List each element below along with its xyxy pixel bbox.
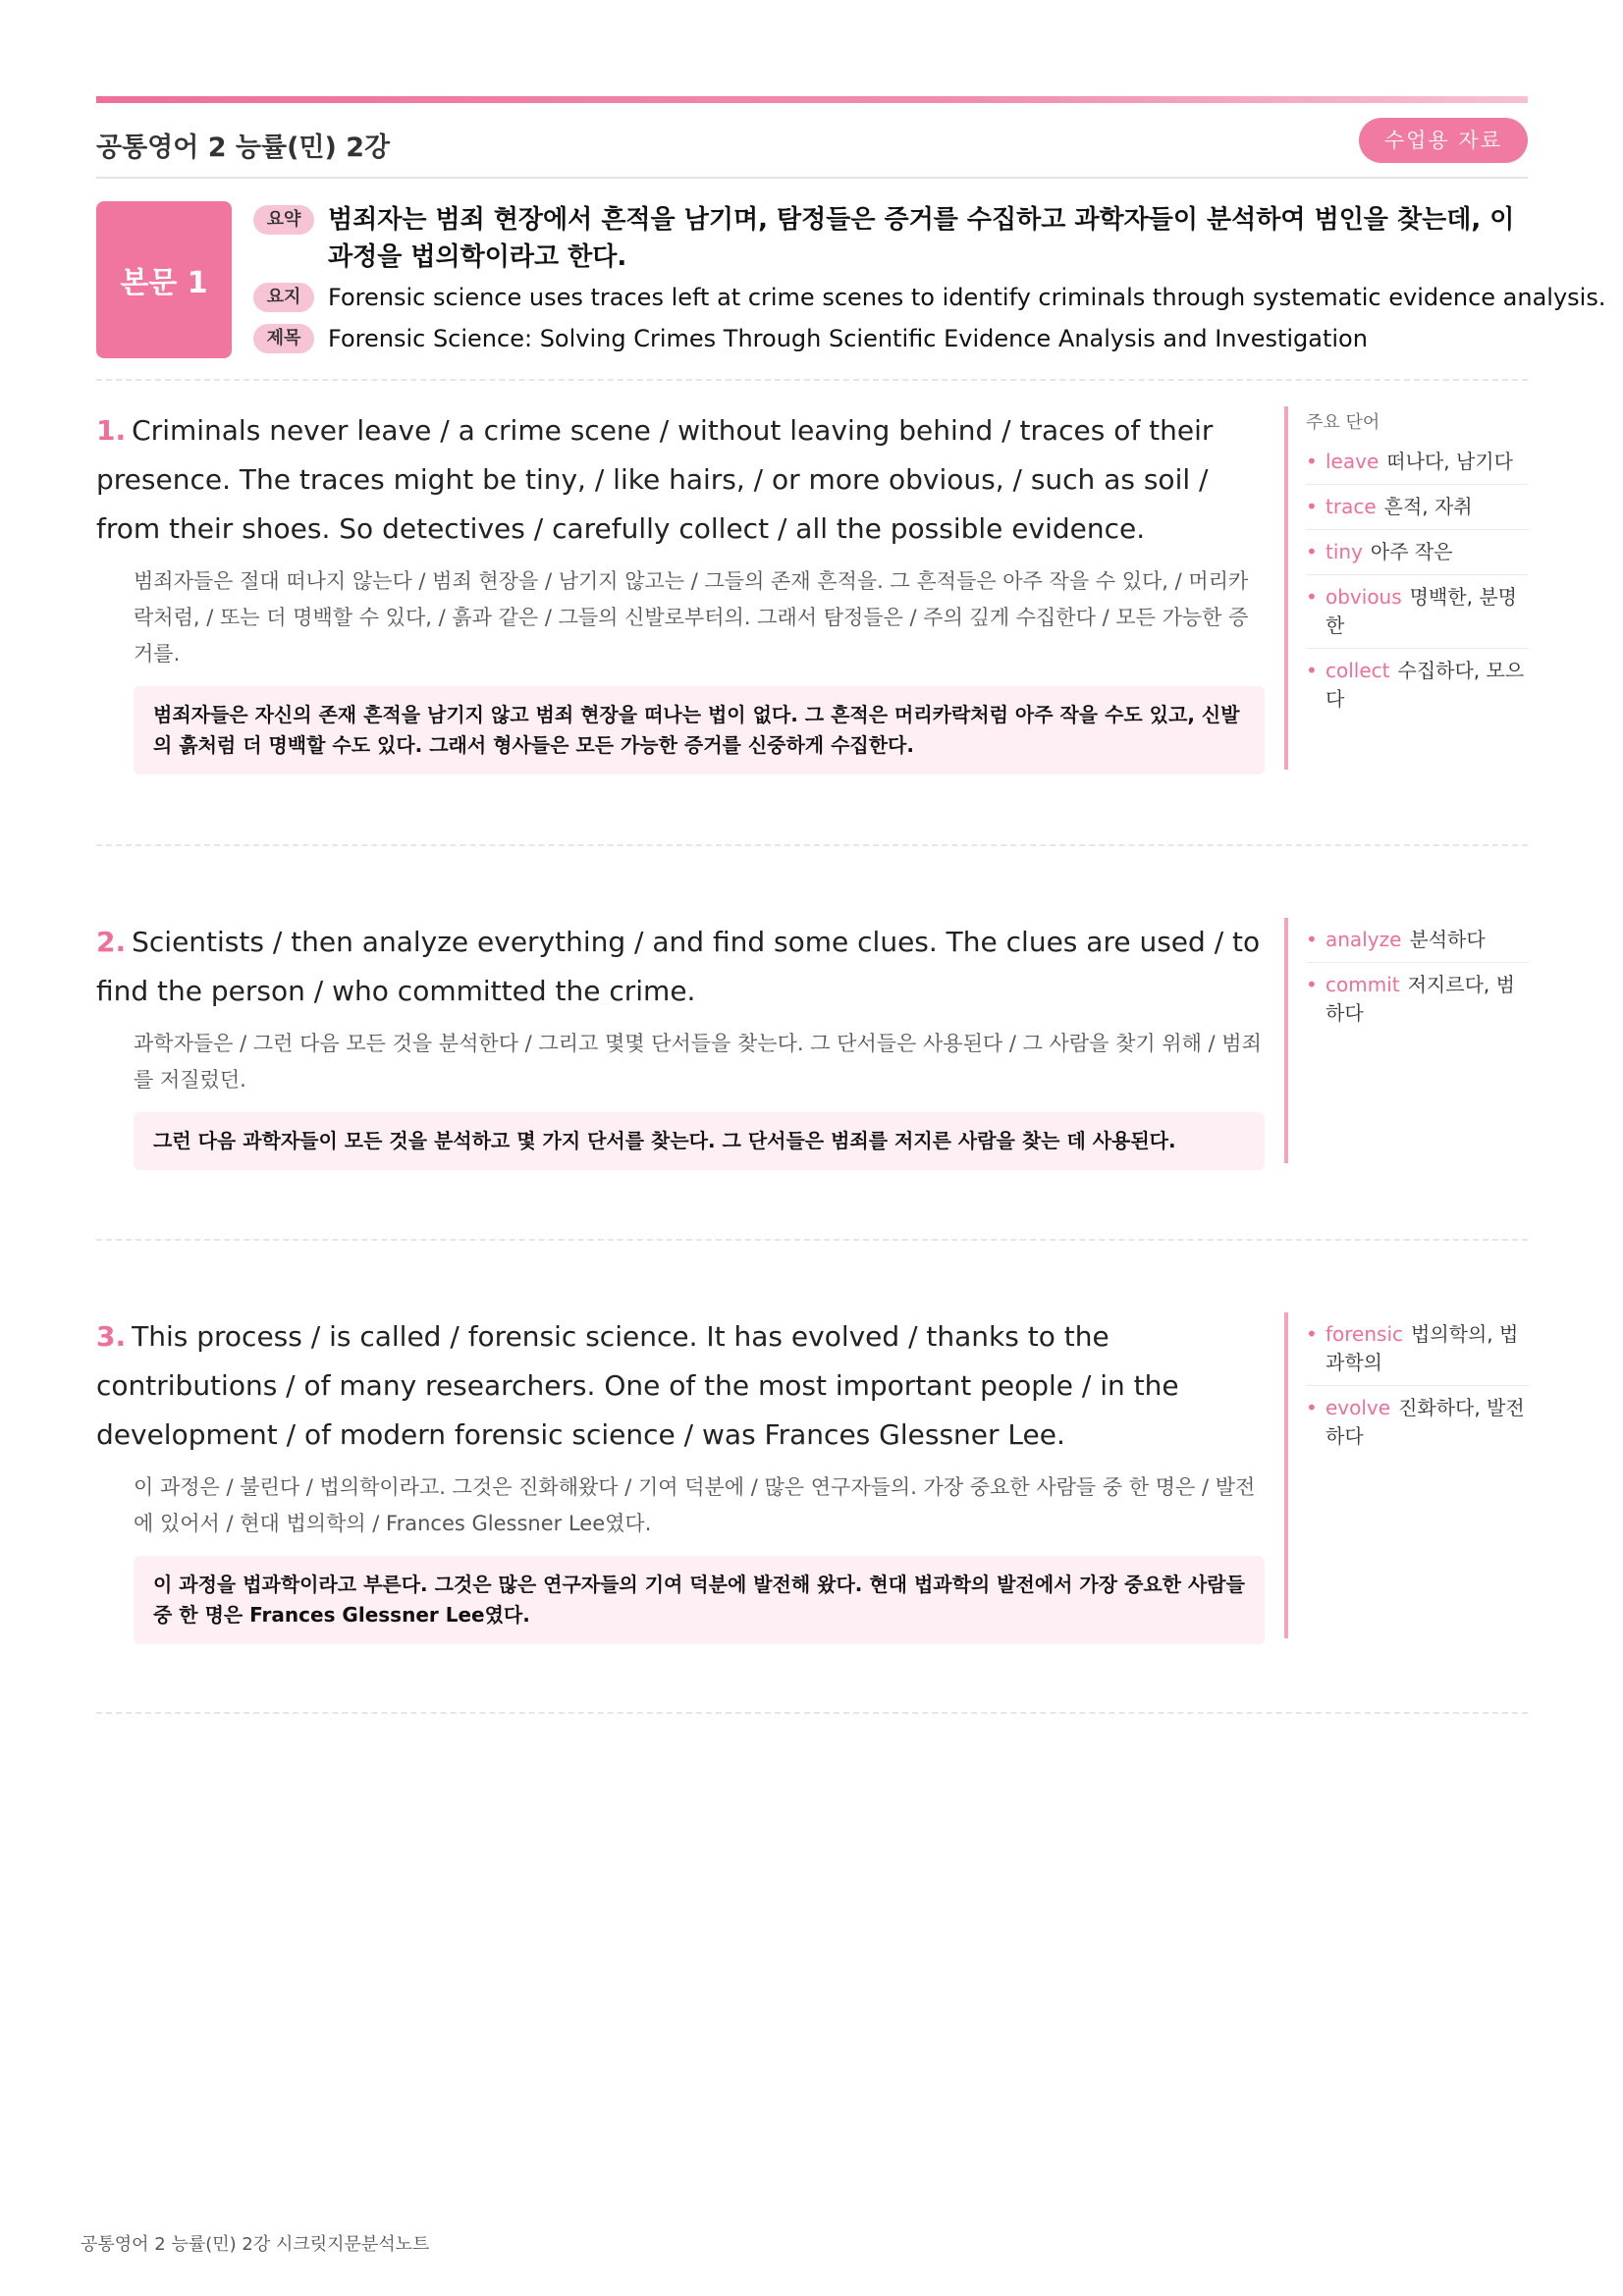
- gist-text: Forensic science uses traces left at crime scenes to identify criminals through systematic evidence analysis.: [328, 284, 1606, 311]
- sentence-number: 3.: [96, 1320, 127, 1353]
- summary-tag: 요약: [253, 205, 314, 235]
- title-text: Forensic Science: Solving Crimes Through Scientific Evidence Analysis and Investigation: [328, 325, 1368, 352]
- english-text: Scientists / then analyze everything / and find some clues. The clues are used / to find the person / who committed the crime.: [96, 926, 1261, 1007]
- full-translation: 범죄자들은 자신의 존재 흔적을 남기지 않고 범죄 현장을 떠나는 법이 없다. 그 흔적은 머리카락처럼 아주 작을 수도 있고, 신발의 흙처럼 더 명백할 수도 있다. 그래서 형사들은 모든 가능한 증거를 신중하게 수집한다.: [134, 686, 1265, 774]
- sentence-number: 1.: [96, 414, 127, 447]
- passage-label: 본문 1: [96, 201, 232, 358]
- gist-row: [253, 283, 1605, 312]
- gist-tag: 요지: [253, 283, 314, 312]
- vocab-item: • forensic 법의학의, 법과학의: [1306, 1312, 1528, 1386]
- vocab-item: • tiny 아주 작은: [1306, 530, 1528, 575]
- top-accent-bar: [96, 96, 1528, 103]
- title-tag: 제목: [253, 324, 314, 353]
- summary-text: 범죄자는 범죄 현장에서 흔적을 남기며, 탐정들은 증거를 수집하고 과학자들이 분석하여 범인을 찾는데, 이 과정을 법의학이라고 한다.: [328, 205, 1515, 272]
- english-sentence: [96, 1312, 1265, 1460]
- korean-chunk-translation: 이 과정은 / 불린다 / 법의학이라고. 그것은 진화해왔다 / 기여 덕분에 / 많은 연구자들의. 가장 중요한 사람들 중 한 명은 / 발전에 있어서 / 현대 법의학의 / Frances Glessner Lee였다.: [134, 1475, 1256, 1535]
- summary-row: [253, 201, 1528, 276]
- divider: [96, 1712, 1528, 1714]
- english-sentence: [96, 918, 1265, 1016]
- title-row: [253, 324, 1368, 353]
- full-translation: 이 과정을 법과학이라고 부른다. 그것은 많은 연구자들의 기여 덕분에 발전해 왔다. 현대 법과학의 발전에서 가장 중요한 사람들 중 한 명은 Frances Glessner Lee였다.: [134, 1556, 1265, 1644]
- english-sentence: [96, 406, 1265, 554]
- page-header: [96, 118, 1528, 179]
- vocab-item: • commit 저지르다, 범하다: [1306, 963, 1528, 1036]
- page-title: 공통영어 2 능률(민) 2강: [96, 133, 391, 163]
- vocab-heading: 주요 단어: [1306, 412, 1380, 433]
- divider: [96, 844, 1528, 846]
- english-text: Criminals never leave / a crime scene / without leaving behind / traces of their presence. The traces might be tiny, / like hairs, / or more obvious, / such as soil / from their shoes. So detectives / carefully collect / all the possible evidence.: [96, 414, 1214, 545]
- divider: [96, 1239, 1528, 1241]
- sentence-number: 2.: [96, 926, 127, 958]
- vocab-item: • obvious 명백한, 분명한: [1306, 575, 1528, 649]
- divider: [96, 379, 1528, 381]
- page-footer: 공통영어 2 능률(민) 2강 시크릿지문분석노트: [81, 2234, 430, 2255]
- vocab-item: • trace 흔적, 자취: [1306, 485, 1528, 530]
- english-text: This process / is called / forensic science. It has evolved / thanks to the contributions / of many researchers. One of the most important people / in the development / of modern forensic science / was Frances Glessner Lee.: [96, 1320, 1179, 1451]
- korean-chunk-translation: 과학자들은 / 그런 다음 모든 것을 분석한다 / 그리고 몇몇 단서들을 찾는다. 그 단서들은 사용된다 / 그 사람을 찾기 위해 / 범죄를 저질렀던.: [134, 1032, 1262, 1092]
- vocab-item: • analyze 분석하다: [1306, 918, 1528, 963]
- full-translation: 그런 다음 과학자들이 모든 것을 분석하고 몇 가지 단서를 찾는다. 그 단서들은 범죄를 저지른 사람을 찾는 데 사용된다.: [134, 1112, 1265, 1170]
- vocab-panel: [1284, 1312, 1528, 1638]
- vocab-panel: [1284, 918, 1528, 1163]
- vocab-item: • collect 수집하다, 모으다: [1306, 649, 1528, 721]
- material-badge: 수업용 자료: [1359, 118, 1528, 163]
- vocab-item: • evolve 진화하다, 발전하다: [1306, 1386, 1528, 1459]
- vocab-panel: [1284, 406, 1528, 770]
- vocab-item: • leave 떠나다, 남기다: [1306, 440, 1528, 485]
- korean-chunk-translation: 범죄자들은 절대 떠나지 않는다 / 범죄 현장을 / 남기지 않고는 / 그들의 존재 흔적을. 그 흔적들은 아주 작을 수 있다, / 머리카락처럼, / 또는 더 명백할 수 있다, / 흙과 같은 / 그들의 신발로부터의. 그래서 탐정들은 / 주의 깊게 수집한다 / 모든 가능한 증거를.: [134, 569, 1249, 666]
